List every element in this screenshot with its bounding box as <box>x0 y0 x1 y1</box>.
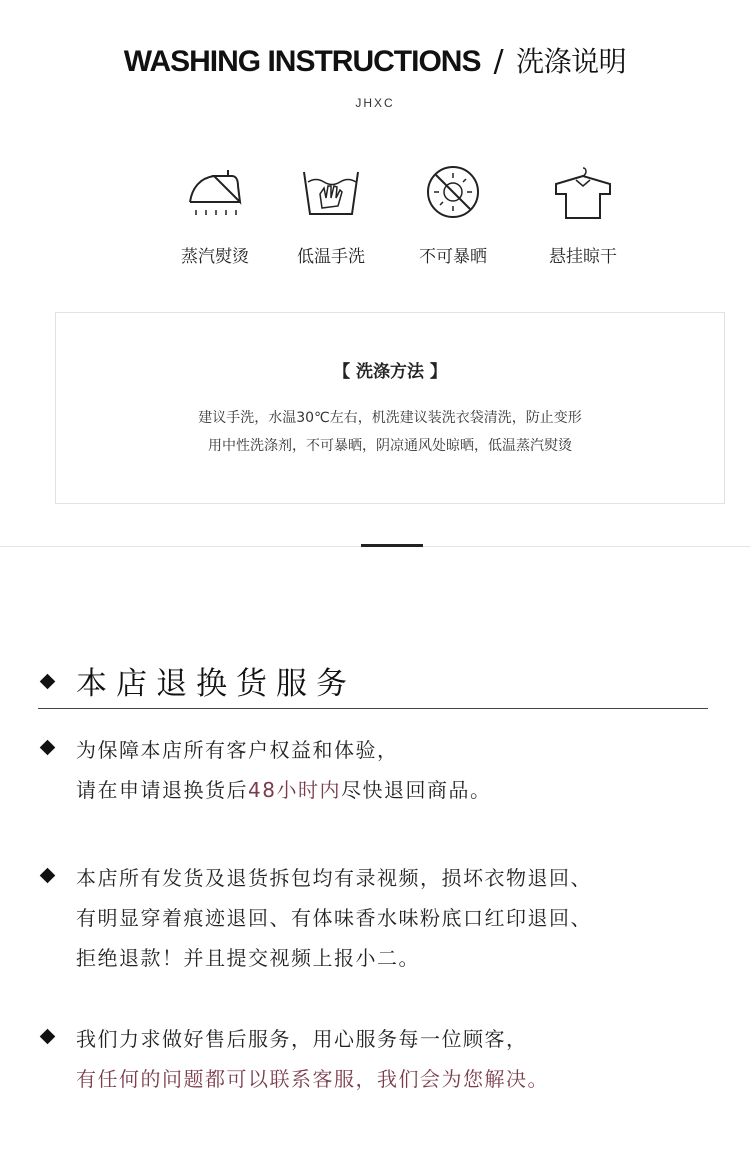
heading-underline <box>38 708 708 709</box>
deadline-highlight: 48小时内 <box>248 778 341 802</box>
method-title: 【 洗涤方法 】 <box>333 362 447 382</box>
care-label: 蒸汽熨烫 <box>181 247 249 267</box>
service-line: 本店所有发货及退货拆包均有录视频，损坏衣物退回、 <box>76 866 592 890</box>
diamond-bullet-icon <box>40 740 56 756</box>
hand-wash-icon <box>300 164 362 220</box>
service-item-1 <box>38 730 728 810</box>
steam-iron-icon <box>184 164 246 220</box>
service-line <box>76 770 728 810</box>
service-line-text: 请在申请退换货后 <box>76 778 248 802</box>
brand-name: JHXC <box>355 96 395 110</box>
no-sun-icon <box>422 164 484 220</box>
service-line: 为保障本店所有客户权益和体验， <box>76 738 399 762</box>
care-item-hang-dry <box>523 164 643 267</box>
service-item-2 <box>38 858 728 978</box>
section-divider-accent <box>361 544 423 547</box>
hang-dry-icon <box>552 164 614 220</box>
care-item-hand-wash <box>271 164 391 267</box>
method-line: 用中性洗涤剂，不可暴晒，阴凉通风处晾晒，低温蒸汽熨烫 <box>208 438 572 454</box>
title-chinese: 洗涤说明 <box>516 45 627 78</box>
title-separator: / <box>493 44 504 79</box>
service-text <box>76 730 728 810</box>
method-line: 建议手洗，水温30℃左右，机洗建议装洗衣袋清洗，防止变形 <box>198 410 582 426</box>
service-line: 拒绝退款！并且提交视频上报小二。 <box>76 946 420 970</box>
service-line: 我们力求做好售后服务，用心服务每一位顾客， <box>76 1027 528 1051</box>
service-heading-text: 本店退换货服务 <box>76 666 356 702</box>
care-label: 悬挂晾干 <box>549 247 617 267</box>
care-icons <box>0 164 750 274</box>
contact-highlight: 有任何的问题都可以联系客服，我们会为您解决。 <box>76 1067 549 1091</box>
service-text <box>76 858 728 978</box>
diamond-bullet-icon <box>40 1029 56 1045</box>
service-heading <box>38 656 708 710</box>
service-text <box>76 1019 728 1099</box>
page-title <box>0 40 750 80</box>
method-lines <box>56 404 724 460</box>
title-english: WASHING INSTRUCTIONS <box>123 45 481 78</box>
washing-method-box <box>55 312 725 504</box>
care-label: 低温手洗 <box>297 247 365 267</box>
service-item-3 <box>38 1019 728 1099</box>
care-label: 不可暴晒 <box>419 247 487 267</box>
service-line-tail: 尽快退回商品。 <box>340 778 492 802</box>
diamond-bullet-icon <box>40 868 56 884</box>
diamond-bullet-icon <box>40 674 56 690</box>
care-item-steam-iron <box>155 164 275 267</box>
service-line: 有明显穿着痕迹退回、有体味香水味粉底口红印退回、 <box>76 906 592 930</box>
care-item-no-sun <box>393 164 513 267</box>
